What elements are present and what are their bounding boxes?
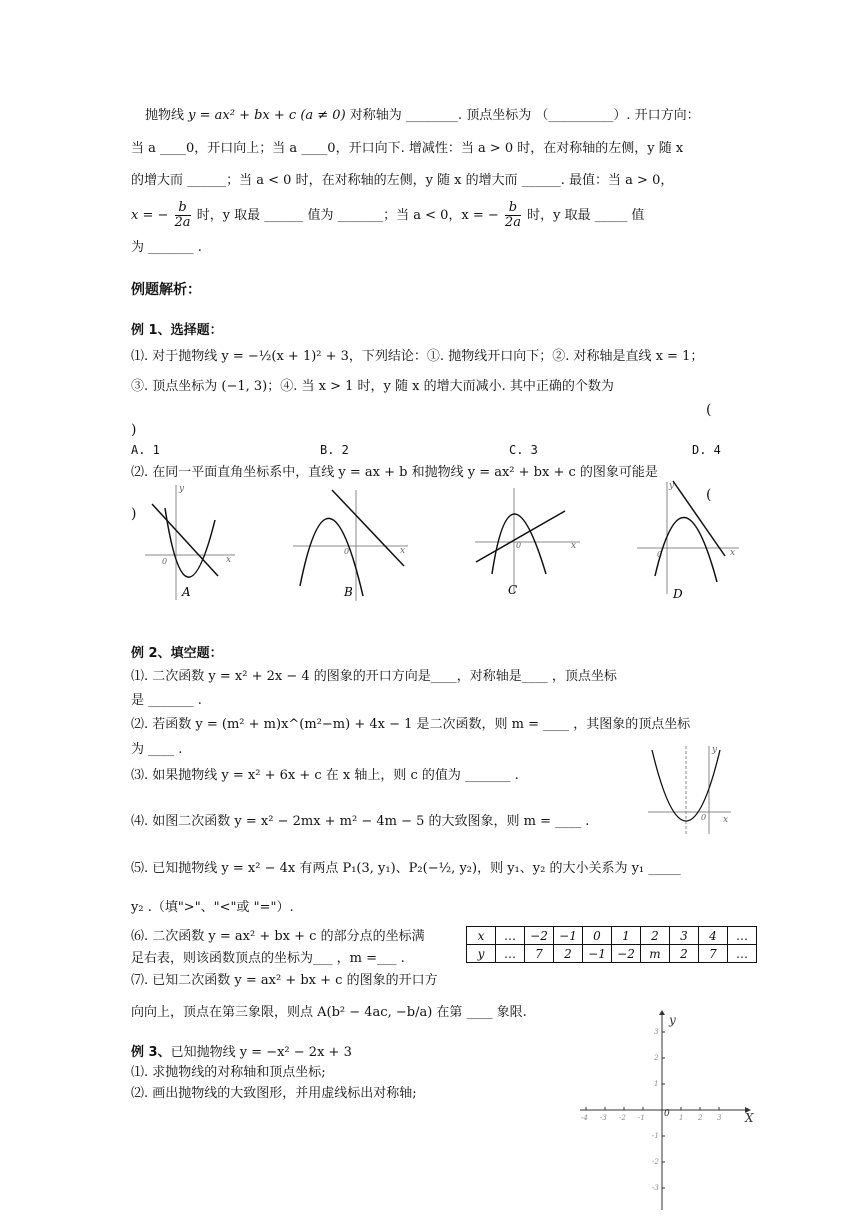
svg-text:3: 3 — [654, 1028, 659, 1036]
svg-text:y: y — [669, 1013, 676, 1027]
ex1-q2-line1: ⑵. 在同一平面直角坐标系中，直线 y = ax + b 和抛物线 y = ax² + bx + c 的图象可能是 — [131, 465, 658, 480]
ex2-q1-b: 是 _______ . — [131, 693, 202, 708]
graph-option-b — [288, 486, 413, 606]
svg-text:x: x — [226, 555, 232, 565]
choice-b: B. 2 — [320, 443, 349, 457]
svg-text:X: X — [745, 1111, 754, 1125]
fraction-b-2a: $\frac{b}{2a}$ — [174, 200, 191, 230]
table-cell: −1 — [583, 945, 612, 963]
svg-text:A: A — [182, 585, 191, 599]
choice-a: A. 1 — [131, 443, 160, 457]
ex2-q2-b: 为 ____ . — [131, 742, 183, 757]
table-cell: 4 — [699, 927, 728, 945]
svg-text:-3: -3 — [600, 1114, 607, 1122]
table-cell: −1 — [554, 927, 583, 945]
ex2-q2-a: ⑵. 若函数 y = (m² + m)x^(m²−m) + 4x − 1 是二次函数，则 m = ____ ，其图象的顶点坐标 — [131, 717, 691, 732]
table-cell: −2 — [525, 927, 554, 945]
answer-paren-close: ) — [131, 422, 137, 438]
svg-text:-4: -4 — [581, 1114, 588, 1122]
ex1-q1-line1: ⑴. 对于抛物线 y = −½(x + 1)² + 3，下列结论：①. 抛物线开口向下；②. 对称轴是直线 x = 1； — [131, 349, 704, 364]
svg-text:0: 0 — [664, 1109, 670, 1119]
svg-text:3: 3 — [717, 1114, 722, 1122]
table-cell: 2 — [641, 927, 670, 945]
ex2-q6-b: 足右表，则该函数顶点的坐标为___ ，m =___ . — [131, 951, 405, 966]
table-cell: 3 — [670, 927, 699, 945]
graph-option-d — [633, 476, 743, 601]
svg-text:1: 1 — [679, 1114, 684, 1122]
intro-line-2: 当 a ____0，开口向上；当 a ____0，开口向下. 增减性：当 a > 0 时，在对称轴的左侧，y 随 x — [131, 141, 684, 156]
ex2-q5-a: ⑸. 已知抛物线 y = x² − 4x 有两点 P₁(3, y₁)、P₂(−½, y₂)，则 y₁、y₂ 的大小关系为 y₁ _____ — [131, 861, 681, 876]
svg-text:C: C — [508, 583, 518, 597]
table-cell: y — [467, 945, 496, 963]
svg-text:B: B — [344, 585, 353, 599]
svg-text:0: 0 — [657, 550, 663, 559]
intro-line-1: 抛物线 y = ax² + bx + c (a ≠ 0) 对称轴为 ________. 顶点坐标为 （__________）. 开口方向： — [145, 108, 700, 123]
section-title: 例题解析： — [131, 282, 201, 298]
table-cell: … — [496, 927, 525, 945]
intro-line-3: 的增大而 ______；当 a < 0 时，在对称轴的左侧，y 随 x 的增大而 ______. 最值：当 a > 0， — [131, 173, 674, 188]
table-cell: … — [496, 945, 525, 963]
svg-text:0: 0 — [516, 541, 522, 550]
ex2-q3: ⑶. 如果抛物线 y = x² + 6x + c 在 x 轴上，则 c 的值为 _______ . — [131, 768, 519, 783]
table-cell: … — [728, 927, 757, 945]
svg-text:x: x — [723, 815, 729, 825]
svg-text:2: 2 — [698, 1114, 703, 1122]
choice-d: D. 4 — [692, 443, 721, 457]
ex3-coordinate-grid — [575, 1010, 760, 1214]
table-cell: 0 — [583, 927, 612, 945]
table-cell: … — [728, 945, 757, 963]
svg-text:2: 2 — [654, 1054, 659, 1062]
svg-text:-3: -3 — [652, 1184, 659, 1192]
ex2-title: 例 2、填空题： — [131, 646, 223, 661]
ex2-q4: ⑷. 如图二次函数 y = x² − 2mx + m² − 4m − 5 的大致图象，则 m = ____ . — [131, 814, 590, 829]
table-cell: 2 — [554, 945, 583, 963]
table-row-y — [467, 945, 757, 963]
ex3-q2: ⑵. 画出抛物线的大致图形，并用虚线标出对称轴; — [131, 1086, 417, 1101]
ex3-q1: ⑴. 求抛物线的对称轴和顶点坐标; — [131, 1065, 326, 1080]
svg-text:0: 0 — [344, 547, 350, 556]
intro-line-5: 为 _______ . — [131, 240, 202, 255]
value-table — [466, 926, 757, 963]
ex2-q7-a: ⑺. 已知二次函数 y = ax² + bx + c 的图象的开口方 — [131, 973, 438, 988]
ex2-q4-graph — [646, 742, 736, 838]
svg-text:y: y — [179, 484, 185, 494]
table-cell: −2 — [612, 945, 641, 963]
ex3-title: 例 3、已知抛物线 y = −x² − 2x + 3 — [131, 1045, 352, 1060]
table-cell: 7 — [525, 945, 554, 963]
ex1-title: 例 1、选择题： — [131, 323, 223, 338]
svg-text:0: 0 — [162, 557, 168, 566]
table-cell: 2 — [670, 945, 699, 963]
svg-text:y: y — [669, 481, 675, 491]
svg-text:0: 0 — [701, 813, 707, 822]
svg-text:-1: -1 — [652, 1132, 659, 1140]
svg-text:-1: -1 — [638, 1114, 645, 1122]
svg-text:-2: -2 — [619, 1114, 626, 1122]
ex2-q1-a: ⑴. 二次函数 y = x² + 2x − 4 的图象的开口方向是____，对称轴是____ ，顶点坐标 — [131, 669, 617, 684]
svg-text:-2: -2 — [652, 1158, 659, 1166]
svg-text:D: D — [673, 587, 683, 601]
choice-c: C. 3 — [509, 443, 538, 457]
svg-text:x: x — [571, 541, 577, 551]
answer-paren-close-2: ) — [131, 506, 137, 522]
graph-option-c — [470, 484, 585, 599]
table-row-x — [467, 927, 757, 945]
answer-paren-open-2: ( — [706, 487, 712, 503]
table-cell: m — [641, 945, 670, 963]
svg-text:x: x — [400, 546, 406, 556]
svg-text:1: 1 — [654, 1080, 659, 1088]
ex2-q6-a: ⑹. 二次函数 y = ax² + bx + c 的部分点的坐标满 — [131, 929, 425, 944]
svg-text:y: y — [712, 745, 718, 755]
table-cell: x — [467, 927, 496, 945]
ex2-q5-b: y₂ .（填">"、"<"或 "="）. — [131, 900, 294, 915]
table-cell: 1 — [612, 927, 641, 945]
answer-paren-open: ( — [706, 402, 712, 418]
fraction-b-2a: $\frac{b}{2a}$ — [504, 200, 521, 230]
ex2-q7-b: 向向上，顶点在第三象限，则点 A(b² − 4ac, −b/a) 在第 ____ 象限. — [131, 1005, 527, 1020]
svg-text:x: x — [730, 548, 736, 558]
intro-line-4: x = − $\frac{b}{2a}$ 时，y 取最 ______ 值为 _______；当 a < 0，x = − $\frac{b}{2a}$ 时，y 取最 _____ 值 — [131, 200, 645, 230]
graph-option-a — [140, 480, 240, 605]
table-cell: 7 — [699, 945, 728, 963]
ex1-q1-line2: ③. 顶点坐标为 (−1, 3)；④. 当 x > 1 时，y 随 x 的增大而减小. 其中正确的个数为 — [131, 379, 614, 394]
